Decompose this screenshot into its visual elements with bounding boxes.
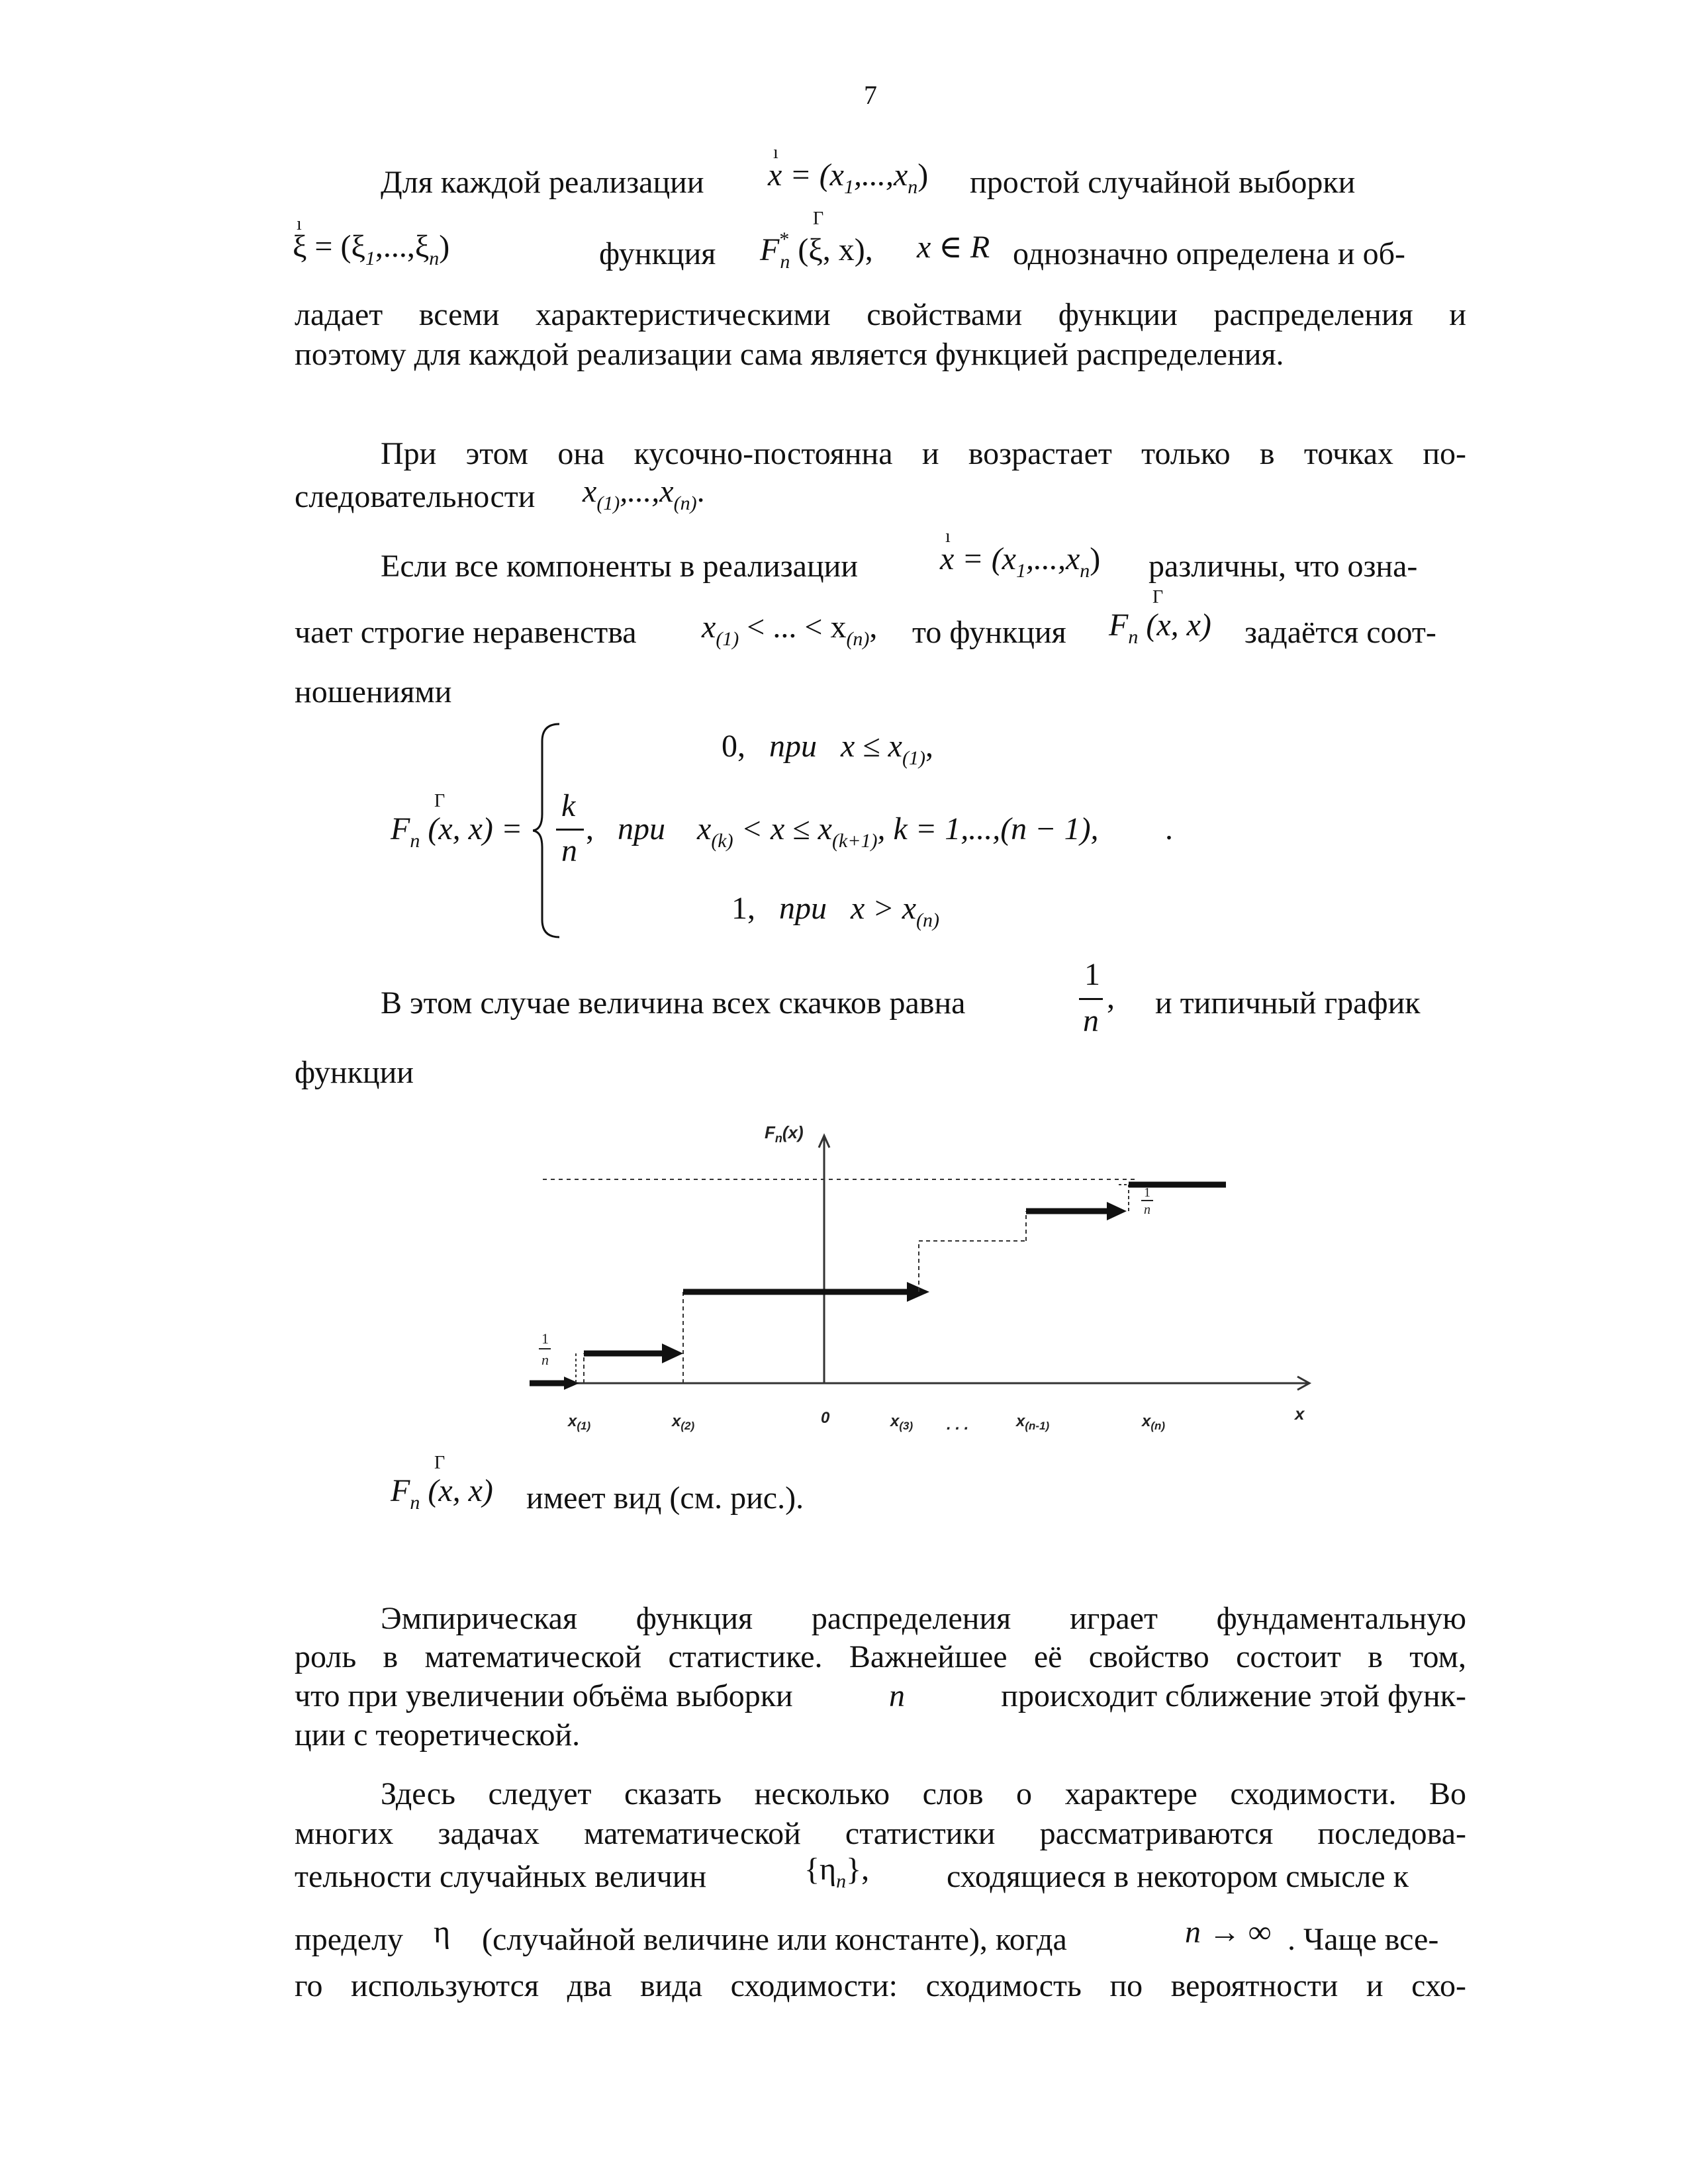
jump-fraction-den: n <box>1083 1003 1099 1038</box>
tick-xn-1: $x_{(n-1)}$ <box>1016 1412 1050 1432</box>
formula-lhs: $F_n$ Γ (x, x) = <box>391 791 523 852</box>
formula-case-2-fraction-num: k <box>561 788 576 823</box>
p3-line-1-end: различны, что озна- <box>1149 549 1418 584</box>
jump-fraction-comma: , <box>1107 980 1115 1015</box>
p6-line-3-end: сходящиеся в некотором смысле к <box>947 1859 1409 1894</box>
formula-trailing-dot: . <box>1165 811 1173 846</box>
p1-funktsiya: функция <box>599 236 716 271</box>
fn-star-expression: $F^*_n$ Γ (ξ, x), <box>760 208 873 273</box>
tick-x1: $x_{(1)}$ <box>568 1412 591 1432</box>
eta-sequence: $\{\eta_n\}$, <box>804 1852 870 1892</box>
svg-text:1: 1 <box>1144 1185 1150 1200</box>
xi-vector-expression: ı $\xi = (\xi_1,...,\xi_n)$ <box>293 214 450 269</box>
domain-expression: x ∈ R <box>917 230 990 265</box>
p4-line-1-end: и типичный график <box>1155 985 1421 1021</box>
tick-dots: . . . <box>947 1416 969 1433</box>
p6-line-5: го используются два вида сходимости: сходимость по вероятности и схо- <box>295 1968 1466 2003</box>
svg-text:1: 1 <box>541 1330 549 1347</box>
p5-line-2: роль в математической статистике. Важнейшее её свойство состоит в том, <box>295 1639 1466 1674</box>
eta-limit-symbol: η <box>434 1915 451 1950</box>
p6-line-4: пределу <box>295 1922 404 1957</box>
step-function-figure <box>530 1118 1324 1449</box>
formula-case-2: , при $x_{(k)} < x \le x_{(k+1)}$, k = 1,...,(n − 1), <box>586 811 1099 852</box>
p6-line-2: многих задачах математической статистики рассматриваются последова- <box>295 1816 1466 1851</box>
p1-line-1: Для каждой реализации <box>381 165 704 200</box>
p2-line-1: При этом она кусочно-постоянна и возрастает только в точках по- <box>381 436 1466 471</box>
p3-line-2: чает строгие неравенства <box>295 615 637 650</box>
svg-text:n: n <box>541 1351 549 1368</box>
p5-line-1: Эмпирическая функция распределения играет фундаментальную <box>381 1601 1466 1636</box>
figure-caption-fn: $F_n$ Γ (x, x) <box>391 1453 493 1514</box>
tick-xn: $x_{(n)}$ <box>1142 1412 1166 1432</box>
jump-fraction-bar <box>1079 998 1103 1000</box>
p3-line-3: ношениями <box>295 674 452 709</box>
x-vector-expression-2: ı $x = (x_1,...,x_n)$ <box>940 526 1101 582</box>
p4-line-2: функции <box>295 1055 414 1090</box>
p1-line-2-end: однозначно определена и об- <box>1013 236 1406 271</box>
fn-expression: $F_n$ Γ (x, x) <box>1109 587 1211 648</box>
p6-line-4-mid: (случайной величине или константе), когда <box>482 1922 1067 1957</box>
p6-line-3: тельности случайных величин <box>295 1859 707 1894</box>
limit-expression: n → ∞ <box>1185 1915 1272 1950</box>
p5-line-4: ции с теоретической. <box>295 1717 581 1752</box>
p1-line-3: ладает всеми характеристическими свойствами функции распределения и <box>295 297 1466 332</box>
tick-x3: $x_{(3)}$ <box>890 1412 914 1432</box>
p1-line-4: поэтому для каждой реализации сама является функцией распределения. <box>295 337 1284 372</box>
svg-text:n: n <box>1144 1203 1150 1217</box>
p6-line-1: Здесь следует сказать несколько слов о характере сходимости. Во <box>381 1776 1466 1811</box>
tick-zero: 0 <box>821 1409 830 1427</box>
p2-line-2: следовательности <box>295 479 536 514</box>
order-statistics-sequence: $x_{(1)},...,x_{(n)}$. <box>583 474 705 514</box>
strict-inequality: $x_{(1)}$ < ... < $x_{(n)}$, <box>702 610 878 650</box>
formula-case-2-fraction-bar <box>556 829 584 831</box>
p5-line-3: что при увеличении объёма выборки n происходит сближение этой функ- <box>295 1678 1466 1713</box>
formula-case-2-fraction-den: n <box>561 833 577 868</box>
p3-to-funktsiya: то функция <box>912 615 1066 650</box>
page-number: 7 <box>864 80 877 110</box>
jump-fraction-num: 1 <box>1084 957 1100 992</box>
p1-line-1-end: простой случайной выборки <box>970 165 1356 200</box>
p3-line-2-end: задаётся соот- <box>1244 615 1436 650</box>
p4-line-1: В этом случае величина всех скачков равна <box>381 985 966 1021</box>
y-axis-label: $F_n(x)$ <box>765 1122 804 1145</box>
figure-caption-text: имеет вид (см. рис.). <box>526 1480 804 1516</box>
x-axis-label: x <box>1295 1404 1305 1424</box>
formula-brace <box>533 721 566 940</box>
p6-line-4-end: . Чаще все- <box>1288 1922 1439 1957</box>
formula-case-3: 1, при $x > x_{(n)}$ <box>731 891 939 931</box>
formula-case-1: 0, при $x \le x_{(1)}$, <box>722 729 933 769</box>
p3-line-1: Если все компоненты в реализации <box>381 549 859 584</box>
tick-x2: $x_{(2)}$ <box>672 1412 695 1432</box>
x-vector-expression: ı $x = (x_1,...,x_n)$ <box>768 142 929 198</box>
